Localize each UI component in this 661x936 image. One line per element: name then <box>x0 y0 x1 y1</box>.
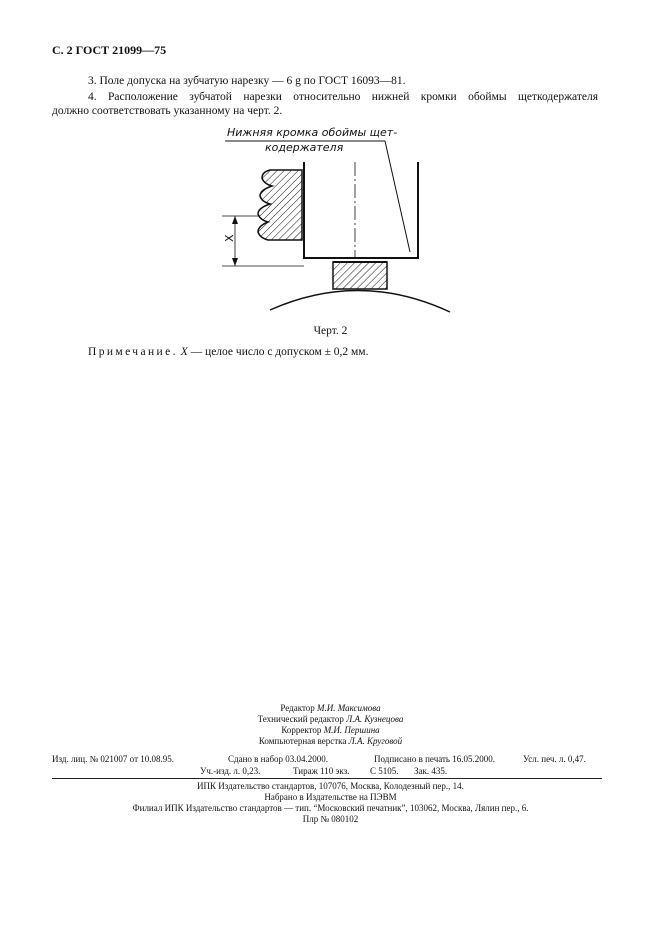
figure-caption: Черт. 2 <box>313 325 348 337</box>
commutator-arc <box>270 290 450 312</box>
imprint-print-sheets: Усл. печ. л. 0,47. <box>523 754 586 764</box>
imprint-code: С 5105. <box>370 766 399 776</box>
note-variable: X <box>180 346 188 358</box>
drawing-2 <box>200 120 460 320</box>
figure-label-line-1: Нижняя кромка обоймы щет- <box>227 126 398 139</box>
note-text: — целое число с допуском ± 0,2 мм. <box>190 346 369 358</box>
imprint-copies: Тираж 110 экз. <box>293 766 350 776</box>
imprint-signed: Подписано в печать 16.05.2000. <box>374 754 496 764</box>
credits: Редактор М.И. Максимова Технический редактор Л.А. Кузнецова Корректор М.И. Першина Компьютерная верстка Л.А. Круговой <box>257 703 404 746</box>
imprint-submitted: Сдано в набор 03.04.2000. <box>228 754 329 764</box>
note-label: Примечание. <box>88 346 178 358</box>
figure-label-line-2: кодержателя <box>265 141 344 154</box>
imprint-license: Изд. лиц. № 021007 от 10.08.95. <box>52 754 174 764</box>
leader-line <box>385 141 410 252</box>
thread-teeth <box>258 170 302 240</box>
page-header: С. 2 ГОСТ 21099—75 <box>52 43 167 57</box>
imprint-order: Зак. 435. <box>414 766 448 776</box>
paragraph-3: 3. Поле допуска на зубчатую нарезку — 6 g по ГОСТ 16093—81. <box>88 75 406 87</box>
divider-line <box>52 778 602 779</box>
publisher-footer: ИПК Издательство стандартов, 107076, Москва, Колодезный пер., 14. Набрано в Издательстве на ПЭВМ Филиал ИПК Издательство стандартов — тип. “Московский печатник”, 103062, Москва, Лялин пер., 6. Плр № 080102 <box>132 781 529 824</box>
imprint-edu-sheets: Уч.-изд. л. 0,23. <box>200 766 261 776</box>
note <box>88 346 368 358</box>
paragraph-4-line-2: должно соответствовать указанному на черт. 2. <box>52 105 283 117</box>
paragraph-4-line-1: 4. Расположение зубчатой нарезки относительно нижней кромки обоймы щеткодержателя <box>88 91 598 103</box>
dimension-label: X <box>223 234 236 242</box>
brush <box>333 262 387 289</box>
